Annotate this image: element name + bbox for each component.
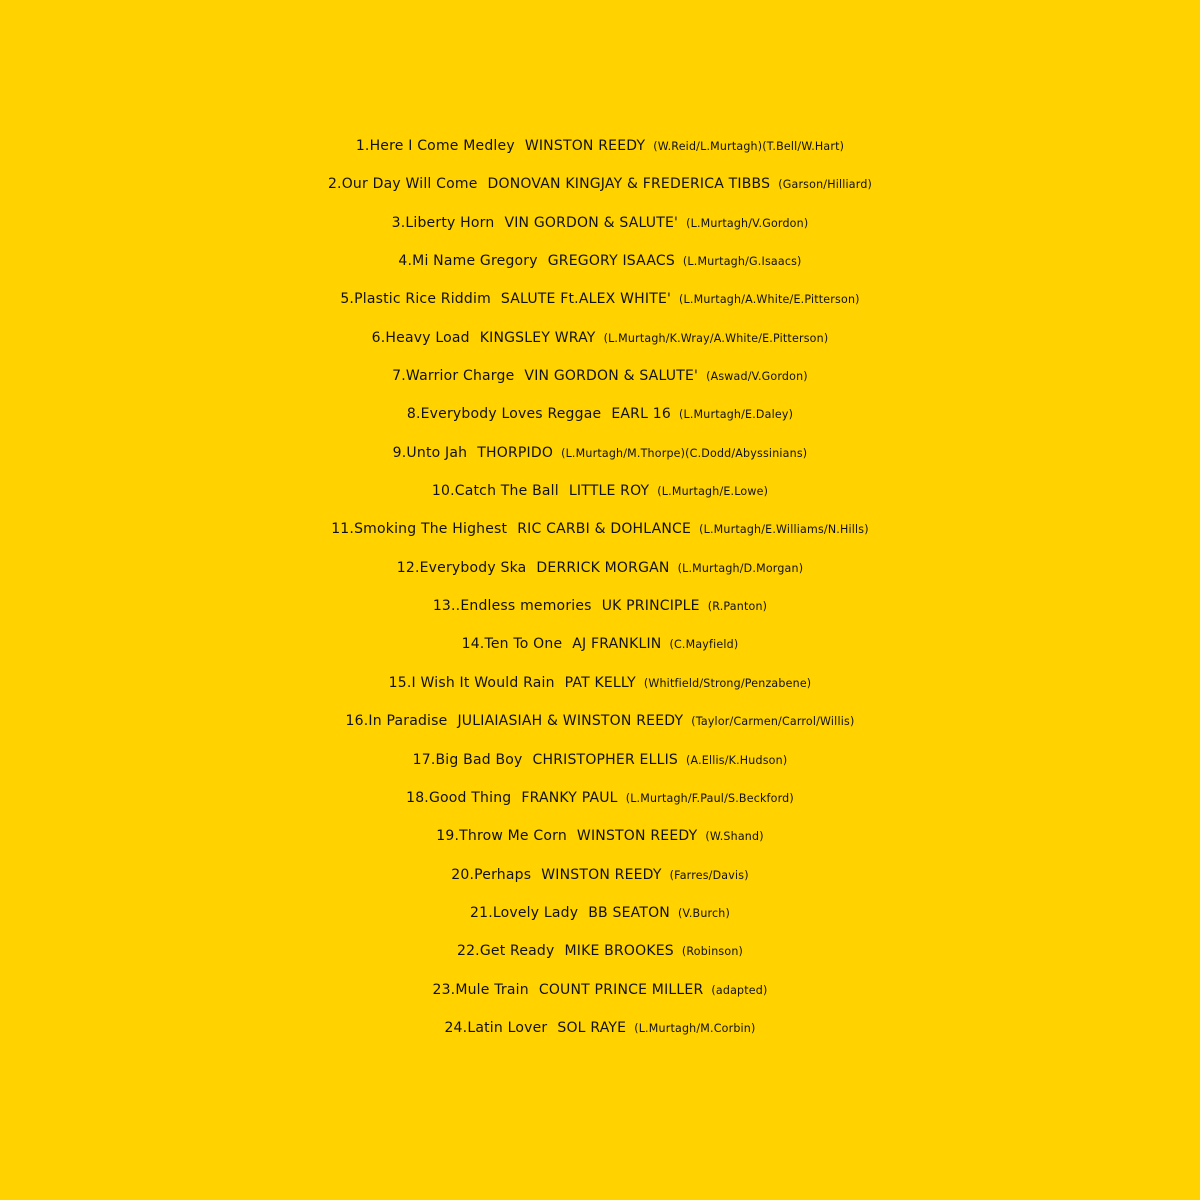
track-artist: CHRISTOPHER ELLIS	[532, 751, 678, 768]
track-credit: (L.Murtagh/K.Wray/A.White/E.Pitterson)	[603, 331, 829, 345]
track-credit: (W.Reid/L.Murtagh)(T.Bell/W.Hart)	[653, 140, 845, 153]
track-credit: (C.Mayfield)	[669, 638, 739, 652]
track-row	[0, 472, 1200, 510]
track-title: 20.Perhaps	[451, 866, 532, 883]
track-row	[0, 971, 1200, 1009]
track-credit: (L.Murtagh/A.White/E.Pitterson)	[679, 293, 860, 307]
track-credit: (Farres/Davis)	[669, 868, 749, 882]
track-row	[0, 395, 1200, 433]
track-title: 7.Warrior Charge	[392, 368, 515, 385]
track-artist: UK PRINCIPLE	[601, 598, 700, 615]
track-title: 3.Liberty Horn	[391, 214, 495, 231]
track-artist: MIKE BROOKES	[564, 943, 674, 960]
track-artist: JULIAIASIAH & WINSTON REEDY	[457, 713, 684, 730]
track-credit: (L.Murtagh/E.Daley)	[678, 408, 794, 422]
track-row	[0, 204, 1200, 242]
track-artist: DERRICK MORGAN	[536, 559, 670, 576]
track-artist: KINGSLEY WRAY	[479, 329, 596, 346]
track-artist: WINSTON REEDY	[541, 866, 662, 883]
track-artist: PAT KELLY	[564, 674, 636, 691]
track-row	[0, 932, 1200, 970]
track-title: 9.Unto Jah	[392, 444, 468, 461]
track-credit: (L.Murtagh/G.Isaacs)	[682, 255, 802, 269]
track-row	[0, 127, 1200, 165]
track-credit: (L.Murtagh/M.Thorpe)(C.Dodd/Abyssinians)	[561, 446, 808, 460]
track-credit: (Taylor/Carmen/Carrol/Willis)	[691, 715, 855, 729]
track-credit: (L.Murtagh/M.Corbin)	[634, 1021, 756, 1035]
track-row	[0, 625, 1200, 663]
track-title: 24.Latin Lover	[444, 1019, 548, 1036]
tracklist	[0, 127, 1200, 1047]
track-title: 14.Ten To One	[461, 636, 563, 653]
track-artist: SOL RAYE	[557, 1019, 627, 1036]
track-artist: AJ FRANKLIN	[572, 636, 662, 653]
track-credit: (L.Murtagh/E.Williams/N.Hills)	[699, 523, 869, 537]
track-title: 23.Mule Train	[432, 981, 529, 998]
track-row	[0, 319, 1200, 357]
track-title: 22.Get Ready	[456, 943, 555, 960]
track-title: 8.Everybody Loves Reggae	[406, 406, 602, 423]
track-title: 6.Heavy Load	[371, 329, 470, 346]
track-row	[0, 510, 1200, 548]
track-title: 17.Big Bad Boy	[412, 751, 523, 768]
track-row	[0, 779, 1200, 817]
track-title: 18.Good Thing	[406, 789, 512, 806]
track-title: 16.In Paradise	[345, 713, 448, 730]
track-artist: EARL 16	[611, 406, 671, 423]
track-row	[0, 856, 1200, 894]
track-credit: (L.Murtagh/D.Morgan)	[677, 561, 804, 575]
track-row	[0, 587, 1200, 625]
track-title: 10.Catch The Ball	[431, 483, 559, 500]
track-credit: (L.Murtagh/V.Gordon)	[686, 216, 809, 230]
track-artist: RIC CARBI & DOHLANCE	[517, 521, 692, 538]
track-credit: (Aswad/V.Gordon)	[706, 370, 808, 384]
track-credit: (L.Murtagh/F.Paul/S.Beckford)	[625, 791, 794, 805]
track-title: 21.Lovely Lady	[469, 904, 579, 921]
track-title: 5.Plastic Rice Riddim	[340, 291, 491, 308]
track-credit: (adapted)	[711, 983, 768, 997]
track-title: 2.Our Day Will Come	[327, 176, 478, 193]
track-artist: WINSTON REEDY	[576, 828, 698, 845]
track-artist: DONOVAN KINGJAY & FREDERICA TIBBS	[487, 176, 771, 193]
track-credit: (A.Ellis/K.Hudson)	[686, 753, 788, 767]
track-credit: (W.Shand)	[705, 830, 764, 844]
track-artist: COUNT PRINCE MILLER	[538, 981, 704, 998]
track-row	[0, 434, 1200, 472]
track-title: 15.I Wish It Would Rain	[388, 674, 555, 691]
track-title: 13..Endless memories	[432, 598, 592, 615]
track-credit: (V.Burch)	[677, 906, 731, 920]
track-artist: BB SEATON	[588, 904, 670, 921]
track-row	[0, 817, 1200, 855]
track-credit: (Garson/Hilliard)	[778, 178, 873, 192]
track-title: 11.Smoking The Highest	[331, 521, 508, 538]
track-credit: (Whitfield/Strong/Penzabene)	[643, 676, 812, 690]
track-artist: WINSTON REEDY	[524, 138, 646, 154]
track-row	[0, 549, 1200, 587]
track-title: 1.Here I Come Medley	[355, 138, 515, 154]
track-artist: VIN GORDON & SALUTE'	[504, 214, 679, 231]
track-row	[0, 242, 1200, 280]
track-artist: FRANKY PAUL	[521, 789, 618, 806]
track-row	[0, 741, 1200, 779]
track-credit: (R.Panton)	[707, 600, 768, 614]
track-credit: (L.Murtagh/E.Lowe)	[657, 485, 769, 499]
track-row	[0, 357, 1200, 395]
track-row	[0, 165, 1200, 203]
track-artist: THORPIDO	[477, 444, 554, 461]
track-title: 19.Throw Me Corn	[436, 828, 567, 845]
track-row	[0, 280, 1200, 318]
track-title: 4.Mi Name Gregory	[398, 253, 538, 270]
track-artist: VIN GORDON & SALUTE'	[524, 368, 699, 385]
track-row	[0, 894, 1200, 932]
track-row	[0, 664, 1200, 702]
track-artist: GREGORY ISAACS	[547, 253, 675, 270]
track-artist: SALUTE Ft.ALEX WHITE'	[500, 291, 672, 308]
track-row	[0, 702, 1200, 740]
track-artist: LITTLE ROY	[568, 483, 650, 500]
track-row	[0, 1009, 1200, 1047]
track-title: 12.Everybody Ska	[396, 559, 527, 576]
track-credit: (Robinson)	[681, 945, 744, 959]
